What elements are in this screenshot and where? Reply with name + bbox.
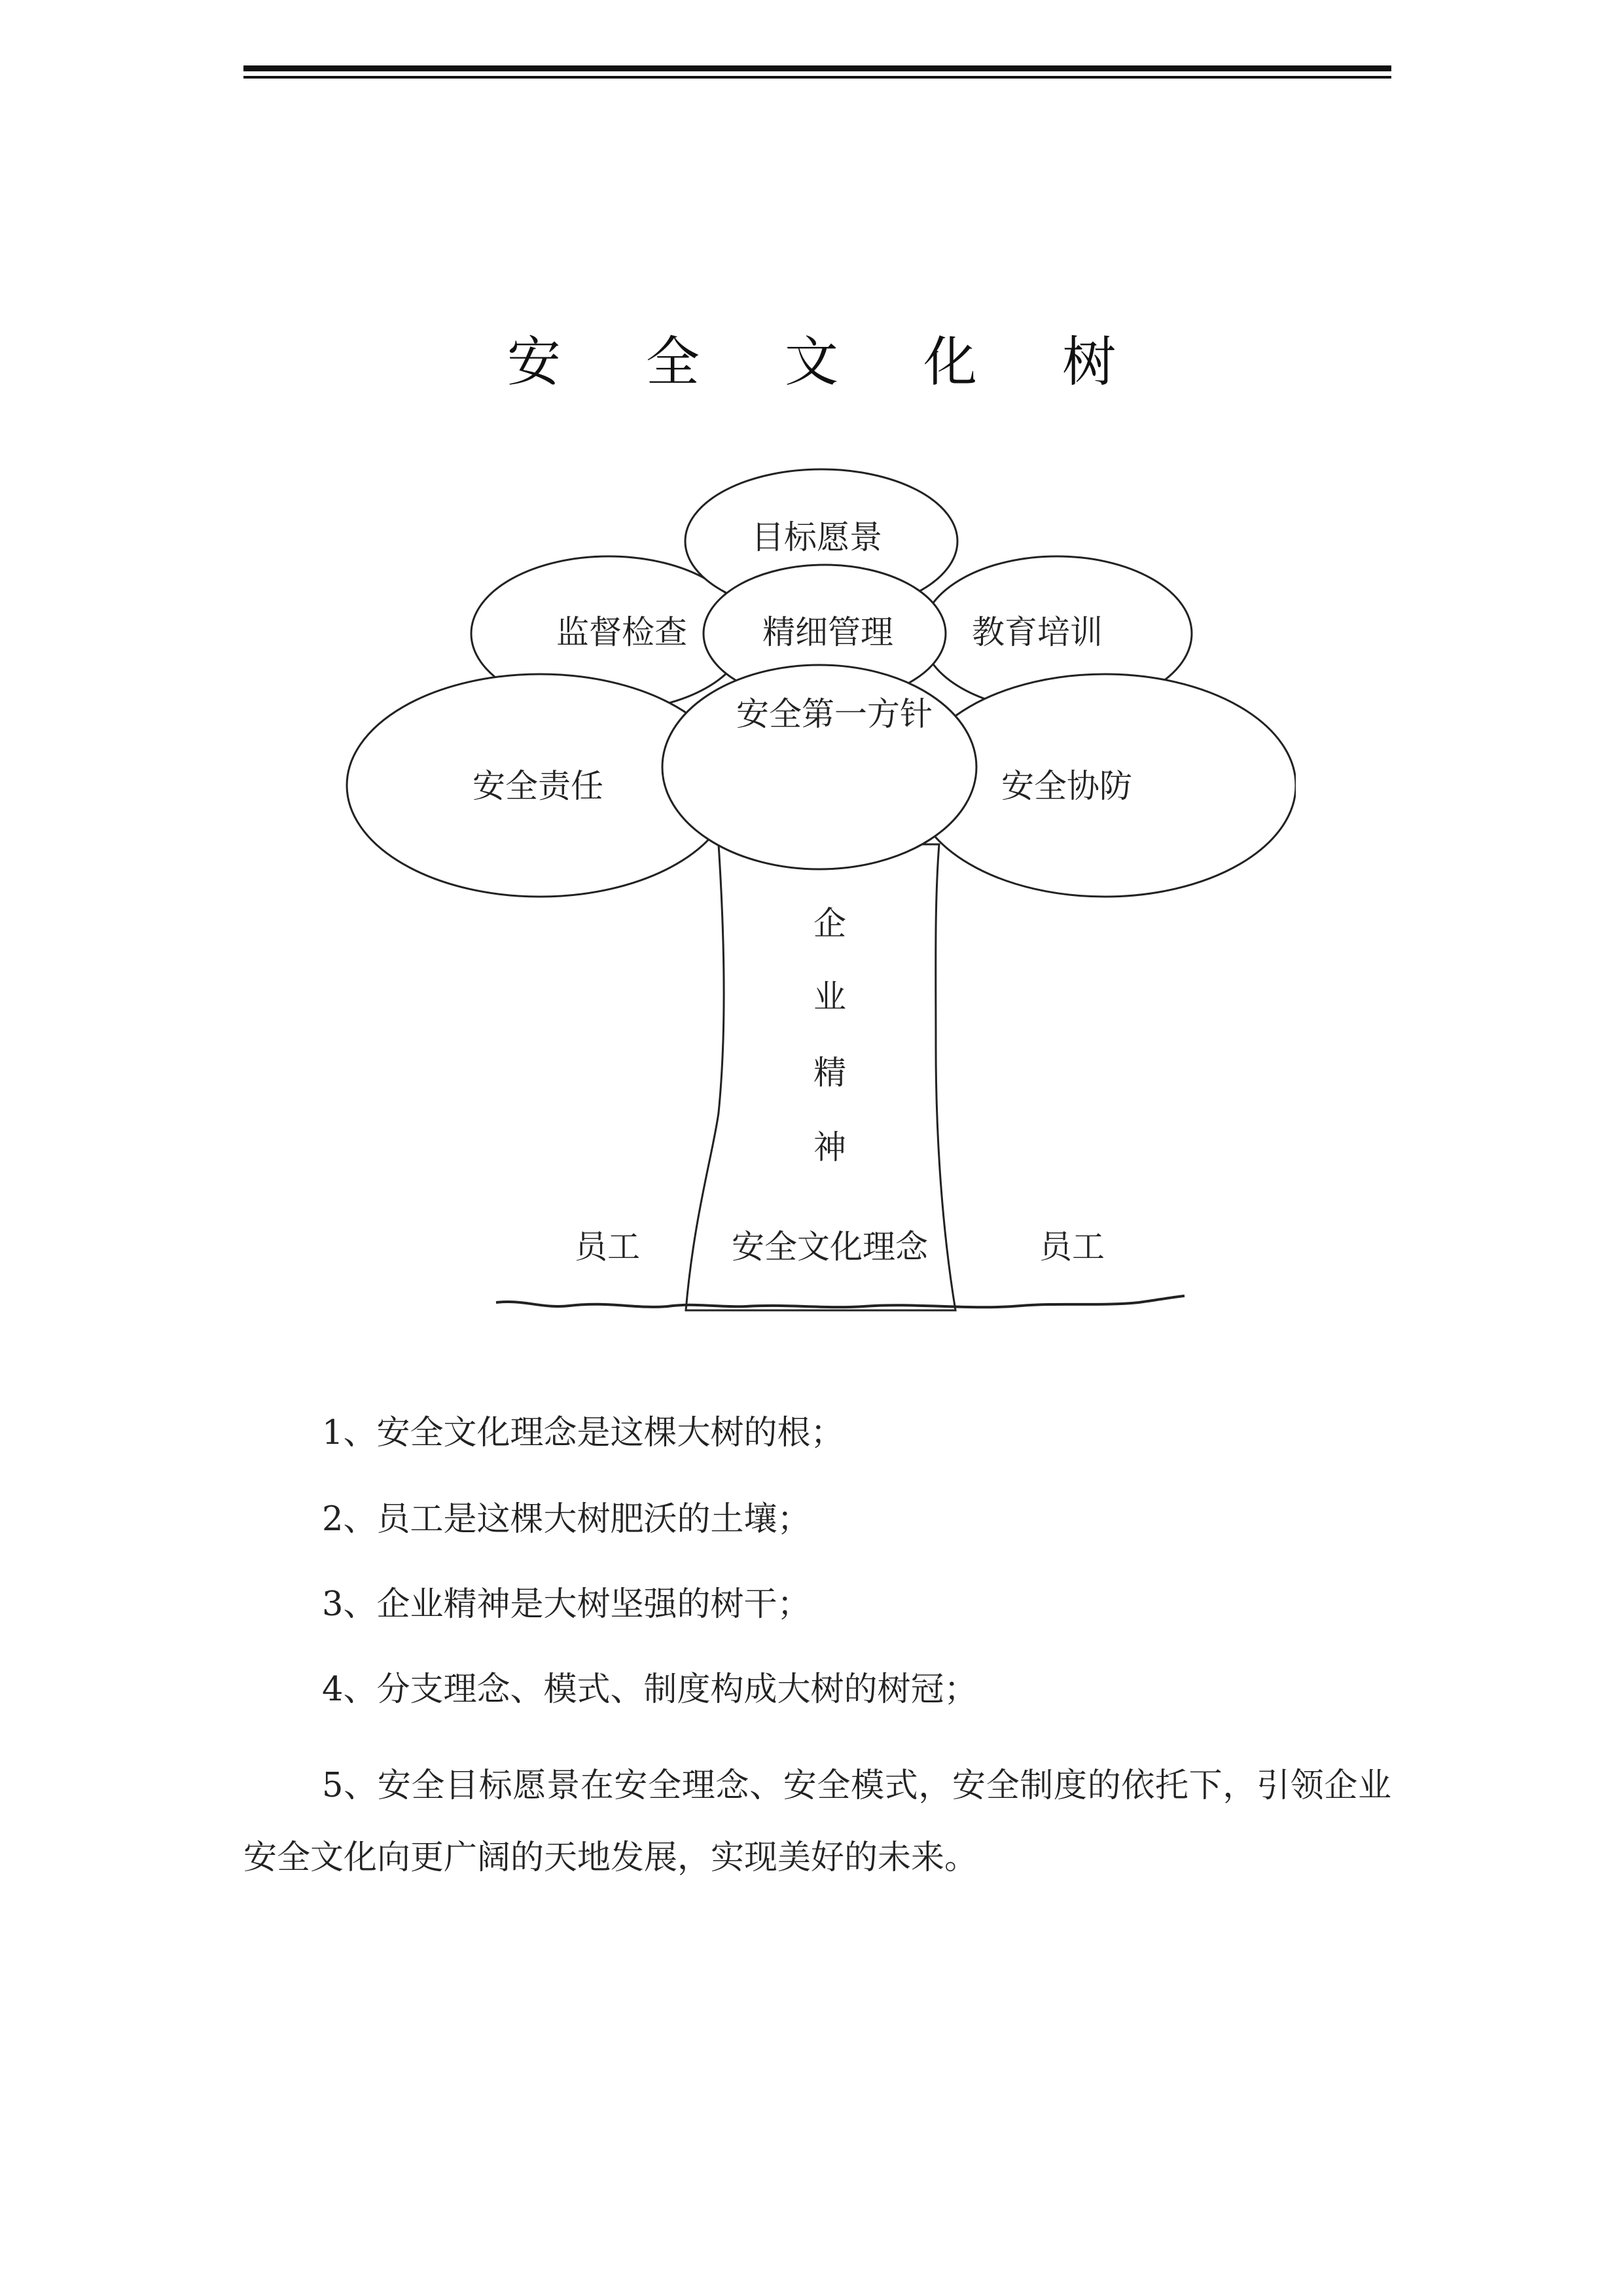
paragraph-1: 1、安全文化理念是这棵大树的根； xyxy=(322,1414,844,1452)
page-title: 安 全 文 化 树 xyxy=(507,331,1150,393)
safety-culture-tree-diagram xyxy=(327,458,1296,1335)
label-education-training: 教育培训 xyxy=(972,613,1103,651)
trunk-char-2: 业 xyxy=(813,978,846,1016)
label-supervision: 监督检查 xyxy=(556,613,687,651)
label-safety-responsibility: 安全责任 xyxy=(473,767,603,805)
paragraph-5: 5、安全目标愿景在安全理念、安全模式，安全制度的依托下，引领企业安全文化向更广阔的天地发展，实现美好的未来。 xyxy=(243,1767,1391,1877)
trunk-char-4: 神 xyxy=(813,1128,846,1166)
label-employee-right: 员工 xyxy=(1039,1228,1105,1266)
label-culture-root: 安全文化理念 xyxy=(732,1228,928,1266)
paragraph-3: 3、企业精神是大树坚强的树干； xyxy=(322,1585,811,1624)
label-goal-vision: 目标愿景 xyxy=(751,518,882,556)
label-fine-management: 精细管理 xyxy=(762,613,893,651)
label-safety-cooperation: 安全协防 xyxy=(1001,767,1132,805)
header-rule-thin xyxy=(243,76,1391,79)
paragraph-4: 4、分支理念、模式、制度构成大树的树冠； xyxy=(322,1670,978,1709)
trunk-char-1: 企 xyxy=(813,905,846,942)
header-rule-thick xyxy=(243,65,1391,71)
label-employee-left: 员工 xyxy=(575,1228,640,1266)
paragraph-2: 2、员工是这棵大树肥沃的土壤； xyxy=(322,1500,811,1539)
label-safety-first: 安全第一方针 xyxy=(736,695,933,733)
trunk-char-3: 精 xyxy=(813,1054,846,1092)
